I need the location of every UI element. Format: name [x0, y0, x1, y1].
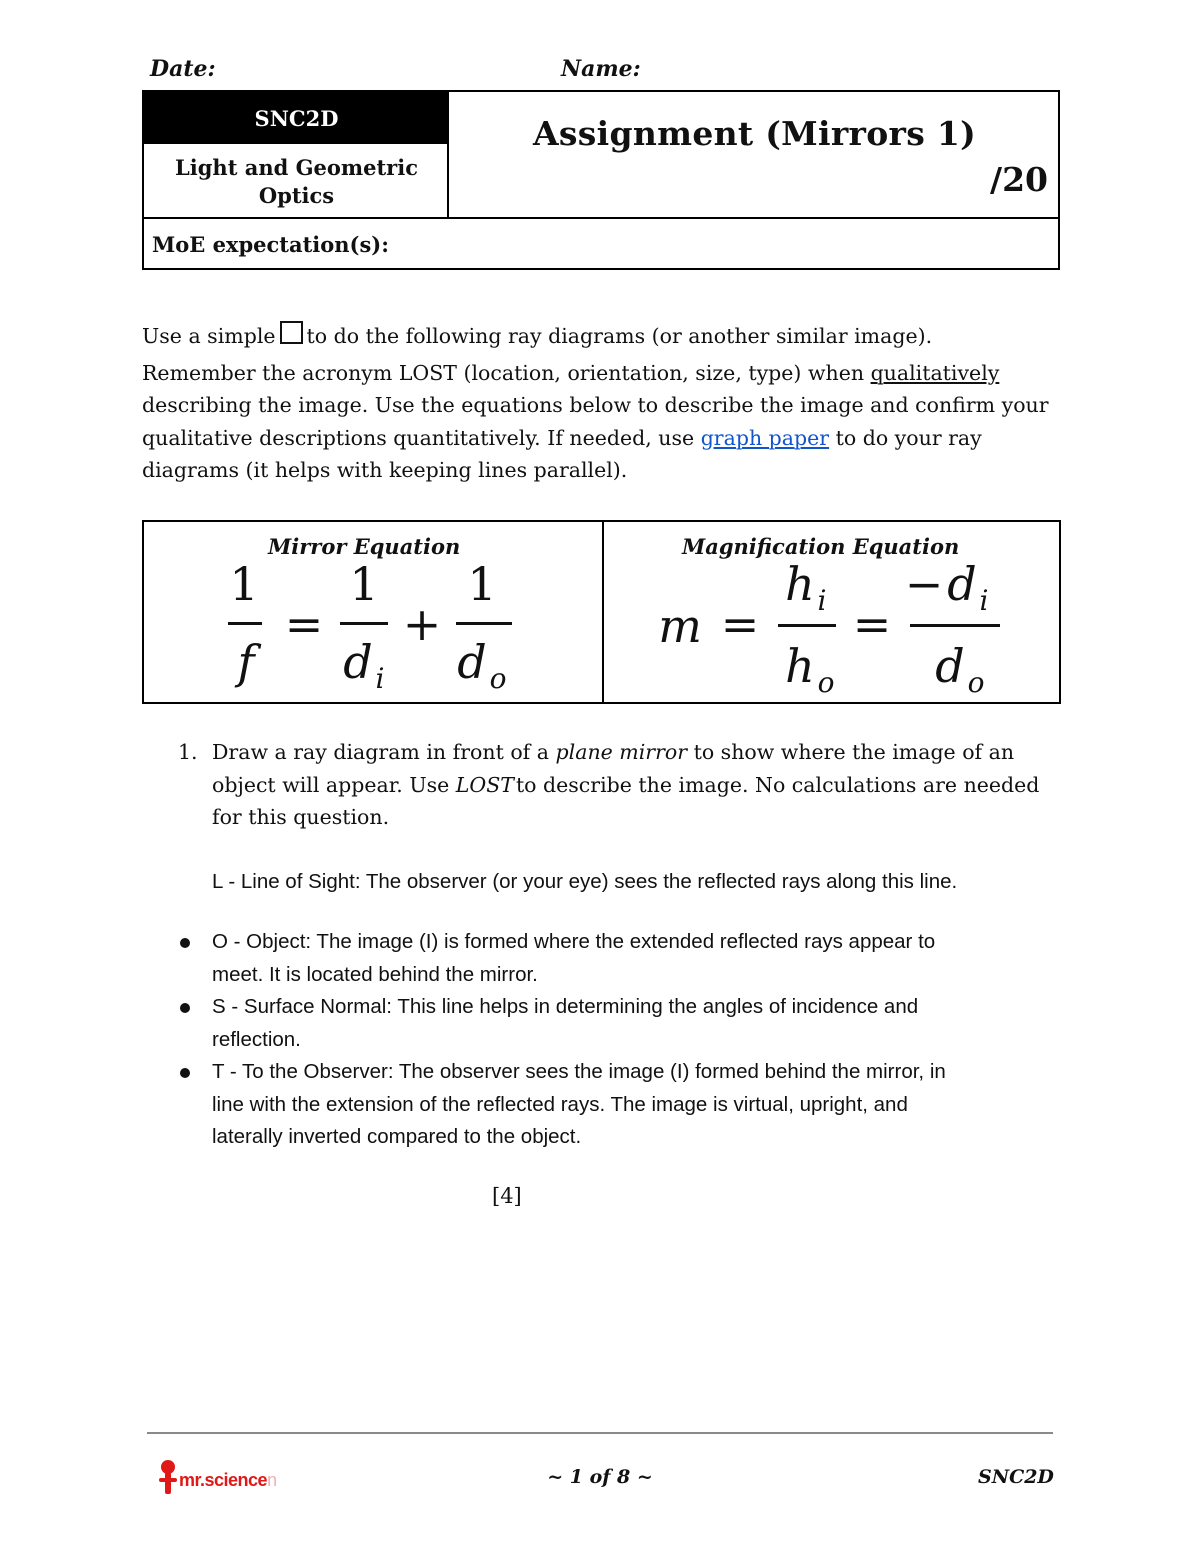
- unit-title-cell: Light and Geometric Optics: [175, 154, 418, 208]
- bullet-icon: [180, 1068, 190, 1078]
- footer-divider: [147, 1432, 1053, 1434]
- mirror-equation-formula: [228, 557, 512, 695]
- table-divider-vertical: [447, 92, 449, 219]
- intro-paragraph: [142, 320, 1062, 487]
- question-text: for this question.: [212, 805, 390, 829]
- svg-text:=: =: [852, 597, 892, 651]
- question-number: 1.: [178, 740, 198, 764]
- lost-emphasis: LOST: [455, 772, 514, 797]
- svg-text:f: f: [237, 635, 255, 689]
- svg-text:o: o: [967, 666, 985, 699]
- svg-text:d: d: [343, 635, 373, 689]
- svg-text:+: +: [402, 597, 442, 651]
- question-text: Draw a ray diagram in front of a: [212, 740, 550, 764]
- svg-text:o: o: [817, 666, 835, 699]
- answer-text: T - To the Observer: The observer sees the image (I) formed behind the mirror, in: [212, 1060, 946, 1083]
- question-marks: [4]: [492, 1184, 522, 1208]
- answer-text: S - Surface Normal: This line helps in determining the angles of incidence and: [212, 995, 919, 1018]
- answer-text: O - Object: The image (I) is formed where the extended reflected rays appear to: [212, 930, 936, 953]
- svg-text:−: −: [904, 557, 944, 611]
- footer-page-number: ~ 1 of 8 ~: [547, 1466, 653, 1488]
- table-divider-horizontal: [144, 217, 1058, 219]
- intro-text: to do the following ray diagrams (or another similar image).: [306, 324, 933, 348]
- assignment-title: Assignment (Mirrors 1): [532, 114, 977, 153]
- logo-text-main: mr.science: [179, 1470, 268, 1490]
- magnification-equation-label: Magnification Equation: [682, 534, 960, 559]
- course-code-cell: SNC2D: [144, 92, 449, 144]
- title-table: [142, 90, 1060, 270]
- intro-text: to do your ray: [835, 425, 982, 450]
- svg-text:1: 1: [467, 557, 497, 611]
- svg-text:d: d: [935, 639, 965, 693]
- bullet-icon: [180, 938, 190, 948]
- svg-text:o: o: [489, 662, 507, 695]
- footer-course-code: SNC2D: [978, 1466, 1054, 1488]
- plane-mirror-emphasis: plane mirror: [555, 740, 688, 764]
- mirror-equation-label: Mirror Equation: [268, 534, 461, 559]
- intro-text: qualitative descriptions quantitatively. If needed, use: [142, 425, 695, 450]
- svg-text:d: d: [457, 635, 487, 689]
- svg-text:h: h: [785, 557, 815, 611]
- magnification-equation-formula: [658, 557, 1000, 699]
- intro-text: describing the image. Use the equations below to describe the image and confirm your: [142, 393, 1049, 417]
- moe-expectations-label: MoE expectation(s):: [152, 232, 389, 257]
- svg-text:1: 1: [229, 557, 259, 611]
- date-label: Date:: [150, 56, 216, 82]
- answer-line-of-sight: L - Line of Sight: The observer (or your eye) sees the reflected rays along this line.: [212, 870, 958, 893]
- svg-text:d: d: [947, 557, 977, 611]
- svg-text:=: =: [720, 597, 760, 651]
- graph-paper-link[interactable]: graph paper: [700, 425, 830, 450]
- answer-text: laterally inverted compared to the object.: [212, 1125, 582, 1148]
- equations-svg: [144, 522, 1059, 702]
- square-icon: [280, 321, 303, 344]
- answer-to-observer: [212, 1056, 1092, 1154]
- total-score: /20: [990, 160, 1048, 199]
- svg-text:1: 1: [349, 557, 379, 611]
- svg-text:i: i: [375, 662, 385, 695]
- answer-object: [212, 926, 1092, 991]
- qualitatively-underlined: qualitatively: [870, 360, 1000, 385]
- answer-text: meet. It is located behind the mirror.: [212, 962, 538, 986]
- answer-surface-normal: [212, 991, 1092, 1056]
- intro-text: Use a simple: [142, 324, 276, 348]
- question-text: to describe the image. No calculations are needed: [515, 772, 1040, 797]
- question-text: object will appear. Use: [212, 772, 450, 797]
- svg-text:=: =: [284, 597, 324, 651]
- equations-table: [142, 520, 1061, 704]
- name-label: Name:: [561, 56, 641, 82]
- bullet-icon: [180, 1003, 190, 1013]
- intro-text: diagrams (it helps with keeping lines parallel).: [142, 458, 628, 482]
- svg-text:i: i: [817, 584, 827, 617]
- svg-text:i: i: [979, 584, 989, 617]
- intro-text: Remember the acronym LOST (location, orientation, size, type) when: [142, 360, 865, 385]
- answer-text: line with the extension of the reflected rays. The image is virtual, upright, and: [212, 1092, 908, 1116]
- svg-text:h: h: [785, 639, 815, 693]
- question-text: to show where the image of an: [693, 740, 1015, 764]
- logo-text-faint: n: [267, 1470, 277, 1490]
- answer-text: reflection.: [212, 1027, 301, 1051]
- svg-text:m: m: [658, 599, 702, 653]
